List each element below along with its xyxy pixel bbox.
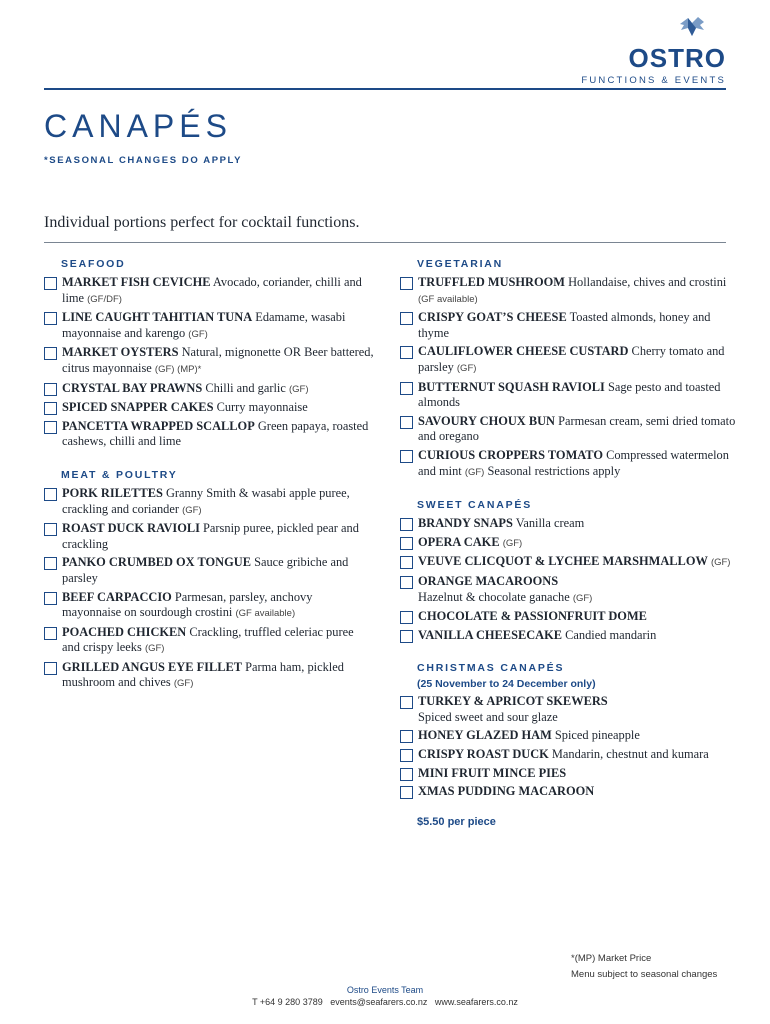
item-name: BEEF CARPACCIO [62, 589, 172, 604]
item-name: TURKEY & APRICOT SKEWERS [418, 694, 608, 709]
menu-item [400, 554, 740, 571]
item-name: ROAST DUCK RAVIOLI [62, 521, 200, 536]
item-tag: (GF) [502, 537, 523, 549]
checkbox[interactable] [400, 696, 413, 709]
item-description: Edamame, wasabi mayonnaise and karengo [62, 310, 346, 340]
item-description: Spiced sweet and sour glaze [418, 709, 558, 724]
menu-item [44, 381, 374, 398]
item-name: PORK RILETTES [62, 485, 163, 500]
item-description: Parma ham, pickled mushroom and chives [62, 659, 344, 690]
brand-name: OSTRO [628, 43, 726, 73]
item-tag: (GF available) [235, 608, 296, 620]
menu-item [400, 380, 740, 411]
item-name: CRISPY GOAT’S CHEESE [418, 310, 567, 325]
item-tag: (GF) [144, 643, 165, 655]
checkbox[interactable] [400, 630, 413, 643]
checkbox[interactable] [44, 627, 57, 640]
menu-item [44, 310, 374, 342]
item-extra: Seasonal restrictions apply [484, 463, 621, 478]
item-description: Sage pesto and toasted almonds [418, 379, 721, 410]
item-name: CRYSTAL BAY PRAWNS [62, 380, 203, 395]
item-description: Compressed watermelon and mint [418, 447, 729, 478]
market-price-note: *(MP) Market Price [571, 953, 652, 964]
intro-divider [44, 242, 726, 243]
item-name: GRILLED ANGUS EYE FILLET [62, 659, 243, 674]
item-name: PANCETTA WRAPPED SCALLOP [62, 418, 255, 433]
item-description: Spiced pineapple [551, 728, 640, 743]
item-name: OPERA CAKE [418, 534, 500, 549]
checkbox[interactable] [400, 786, 413, 799]
item-name: PANKO CRUMBED OX TONGUE [62, 555, 251, 570]
checkbox[interactable] [44, 277, 57, 290]
section-heading-sweet: SWEET CANAPÉS [417, 499, 532, 512]
menu-item [44, 660, 374, 692]
item-name: XMAS PUDDING MACAROON [418, 784, 595, 799]
bird-icon [678, 16, 706, 38]
item-name: MARKET FISH CEVICHE [62, 275, 211, 289]
right-column [400, 258, 740, 828]
checkbox[interactable] [44, 312, 57, 325]
footnotes [571, 951, 717, 982]
item-tag: (GF) [456, 362, 477, 374]
item-description: Sauce gribiche and parsley [62, 555, 349, 585]
item-name: BUTTERNUT SQUASH RAVIOLI [418, 379, 605, 394]
item-description: Candied mandarin [562, 627, 657, 642]
item-tag: (GF) [188, 328, 208, 340]
menu-item [400, 310, 740, 341]
checkbox[interactable] [400, 382, 413, 395]
checkbox[interactable] [44, 402, 57, 415]
menu-item [44, 275, 374, 307]
section-heading-christmas: CHRISTMAS CANAPÉS [417, 662, 565, 675]
menu-item [400, 747, 740, 763]
brand-tagline: FUNCTIONS & EVENTS [581, 75, 726, 86]
checkbox[interactable] [400, 312, 413, 325]
item-tag: (GF/DF) [87, 293, 122, 305]
item-name: MARKET OYSTERS [62, 345, 179, 360]
menu-item [44, 486, 374, 518]
item-name: LINE CAUGHT TAHITIAN TUNA [62, 310, 253, 325]
checkbox[interactable] [44, 523, 57, 536]
checkbox[interactable] [400, 556, 413, 569]
item-description: Parmesan, parsley, anchovy mayonnaise on sourdough crostini [62, 589, 313, 620]
item-tag: (GF) [464, 466, 485, 478]
item-description: Mandarin, chestnut and kumara [548, 747, 709, 762]
menu-item [44, 521, 374, 552]
footer [0, 984, 770, 1008]
item-name: CURIOUS CROPPERS TOMATO [418, 447, 603, 462]
page-title: CANAPÉS [44, 108, 232, 144]
item-description: Avocado, coriander, chilli and lime [62, 275, 362, 305]
item-tag: (GF) [710, 557, 731, 569]
checkbox[interactable] [400, 277, 413, 290]
checkbox[interactable] [44, 421, 57, 434]
menu-item [400, 344, 740, 376]
checkbox[interactable] [44, 592, 57, 605]
menu-item [400, 609, 740, 625]
item-name: MINI FRUIT MINCE PIES [418, 765, 567, 780]
item-name: SPICED SNAPPER CAKES [62, 400, 214, 415]
item-name: CRISPY ROAST DUCK [418, 747, 549, 762]
menu-item [44, 419, 374, 450]
item-name: VANILLA CHEESECAKE [418, 627, 563, 642]
item-name: BRANDY SNAPS [418, 516, 513, 531]
item-description: Green papaya, roasted cashews, chilli and lime [62, 418, 369, 449]
menu-item [400, 414, 740, 445]
item-tag: (GF) (MP)* [154, 363, 202, 375]
item-description: Cherry tomato and parsley [418, 344, 725, 374]
footer-contact: T +64 9 280 3789 events@seafarers.co.nz www.seafarers.co.nz [252, 997, 518, 1007]
item-description: Crackling, truffled celeriac puree and crispy leeks [62, 624, 354, 655]
item-tag: (GF available) [418, 293, 478, 305]
header-divider [44, 88, 726, 90]
checkbox[interactable] [400, 416, 413, 429]
checkbox[interactable] [400, 537, 413, 550]
ostro-logo [526, 16, 726, 86]
item-description: Hollandaise, chives and crostini [564, 275, 727, 289]
checkbox[interactable] [400, 749, 413, 762]
item-description: Granny Smith & wasabi apple puree, crackling and coriander [62, 485, 350, 516]
menu-item [44, 400, 374, 416]
seasonal-note: Menu subject to seasonal changes [571, 968, 718, 980]
menu-item [400, 275, 740, 307]
item-name: TRUFFLED MUSHROOM [418, 275, 565, 289]
checkbox[interactable] [400, 518, 413, 531]
section-heading-vegetarian: VEGETARIAN [417, 258, 504, 270]
checkbox[interactable] [400, 611, 413, 624]
checkbox[interactable] [400, 346, 413, 359]
menu-item [400, 448, 740, 480]
menu-item [400, 516, 740, 532]
item-description: Parmesan cream, semi dried tomato and oregano [418, 413, 736, 444]
item-description: Natural, mignonette OR Beer battered, citrus mayonnaise [62, 345, 374, 375]
checkbox[interactable] [400, 730, 413, 743]
intro-text: Individual portions perfect for cocktail functions. [44, 214, 360, 231]
item-name: CAULIFLOWER CHEESE CUSTARD [418, 344, 629, 359]
footer-team: Ostro Events Team [346, 985, 424, 995]
item-description: Toasted almonds, honey and thyme [418, 310, 711, 340]
checkbox[interactable] [44, 557, 57, 570]
section-heading-meat: MEAT & POULTRY [61, 468, 178, 481]
checkbox[interactable] [44, 347, 57, 360]
checkbox[interactable] [400, 768, 413, 781]
menu-item [400, 628, 740, 644]
section-heading-seafood: SEAFOOD [61, 258, 126, 270]
menu-item [44, 345, 374, 377]
item-tag: (GF) [572, 592, 593, 604]
checkbox[interactable] [44, 383, 57, 396]
item-tag: (GF) [173, 678, 194, 690]
checkbox[interactable] [44, 488, 57, 501]
price-per-piece: $5.50 per piece [417, 815, 496, 828]
menu-item [400, 574, 740, 606]
menu-item [400, 694, 740, 725]
item-tag: (GF) [288, 383, 309, 395]
item-name: ORANGE MACAROONS [418, 573, 559, 588]
item-name: VEUVE CLICQUOT & LYCHEE MARSHMALLOW [418, 554, 708, 569]
checkbox[interactable] [400, 576, 413, 589]
menu-item [44, 555, 374, 586]
left-column [44, 258, 374, 695]
christmas-date-note: (25 November to 24 December only) [417, 678, 596, 691]
checkbox[interactable] [44, 662, 57, 675]
checkbox[interactable] [400, 450, 413, 463]
menu-item [44, 590, 374, 622]
item-tag: (GF) [182, 504, 202, 516]
item-name: HONEY GLAZED HAM [418, 728, 552, 743]
item-name: POACHED CHICKEN [62, 624, 187, 639]
item-description: Hazelnut & chocolate ganache [418, 589, 573, 604]
menu-item [400, 784, 740, 800]
item-description: Chilli and garlic [202, 380, 289, 395]
menu-item [400, 728, 740, 744]
menu-item [44, 625, 374, 657]
menu-item [400, 766, 740, 782]
item-description: Vanilla cream [512, 516, 585, 531]
page-subtitle: *SEASONAL CHANGES DO APPLY [44, 155, 243, 166]
item-name: SAVOURY CHOUX BUN [418, 413, 556, 428]
item-name: CHOCOLATE & PASSIONFRUIT DOME [418, 609, 647, 624]
menu-item [400, 535, 740, 552]
item-description: Parsnip puree, pickled pear and crackling [62, 521, 359, 551]
item-description: Curry mayonnaise [213, 400, 308, 415]
